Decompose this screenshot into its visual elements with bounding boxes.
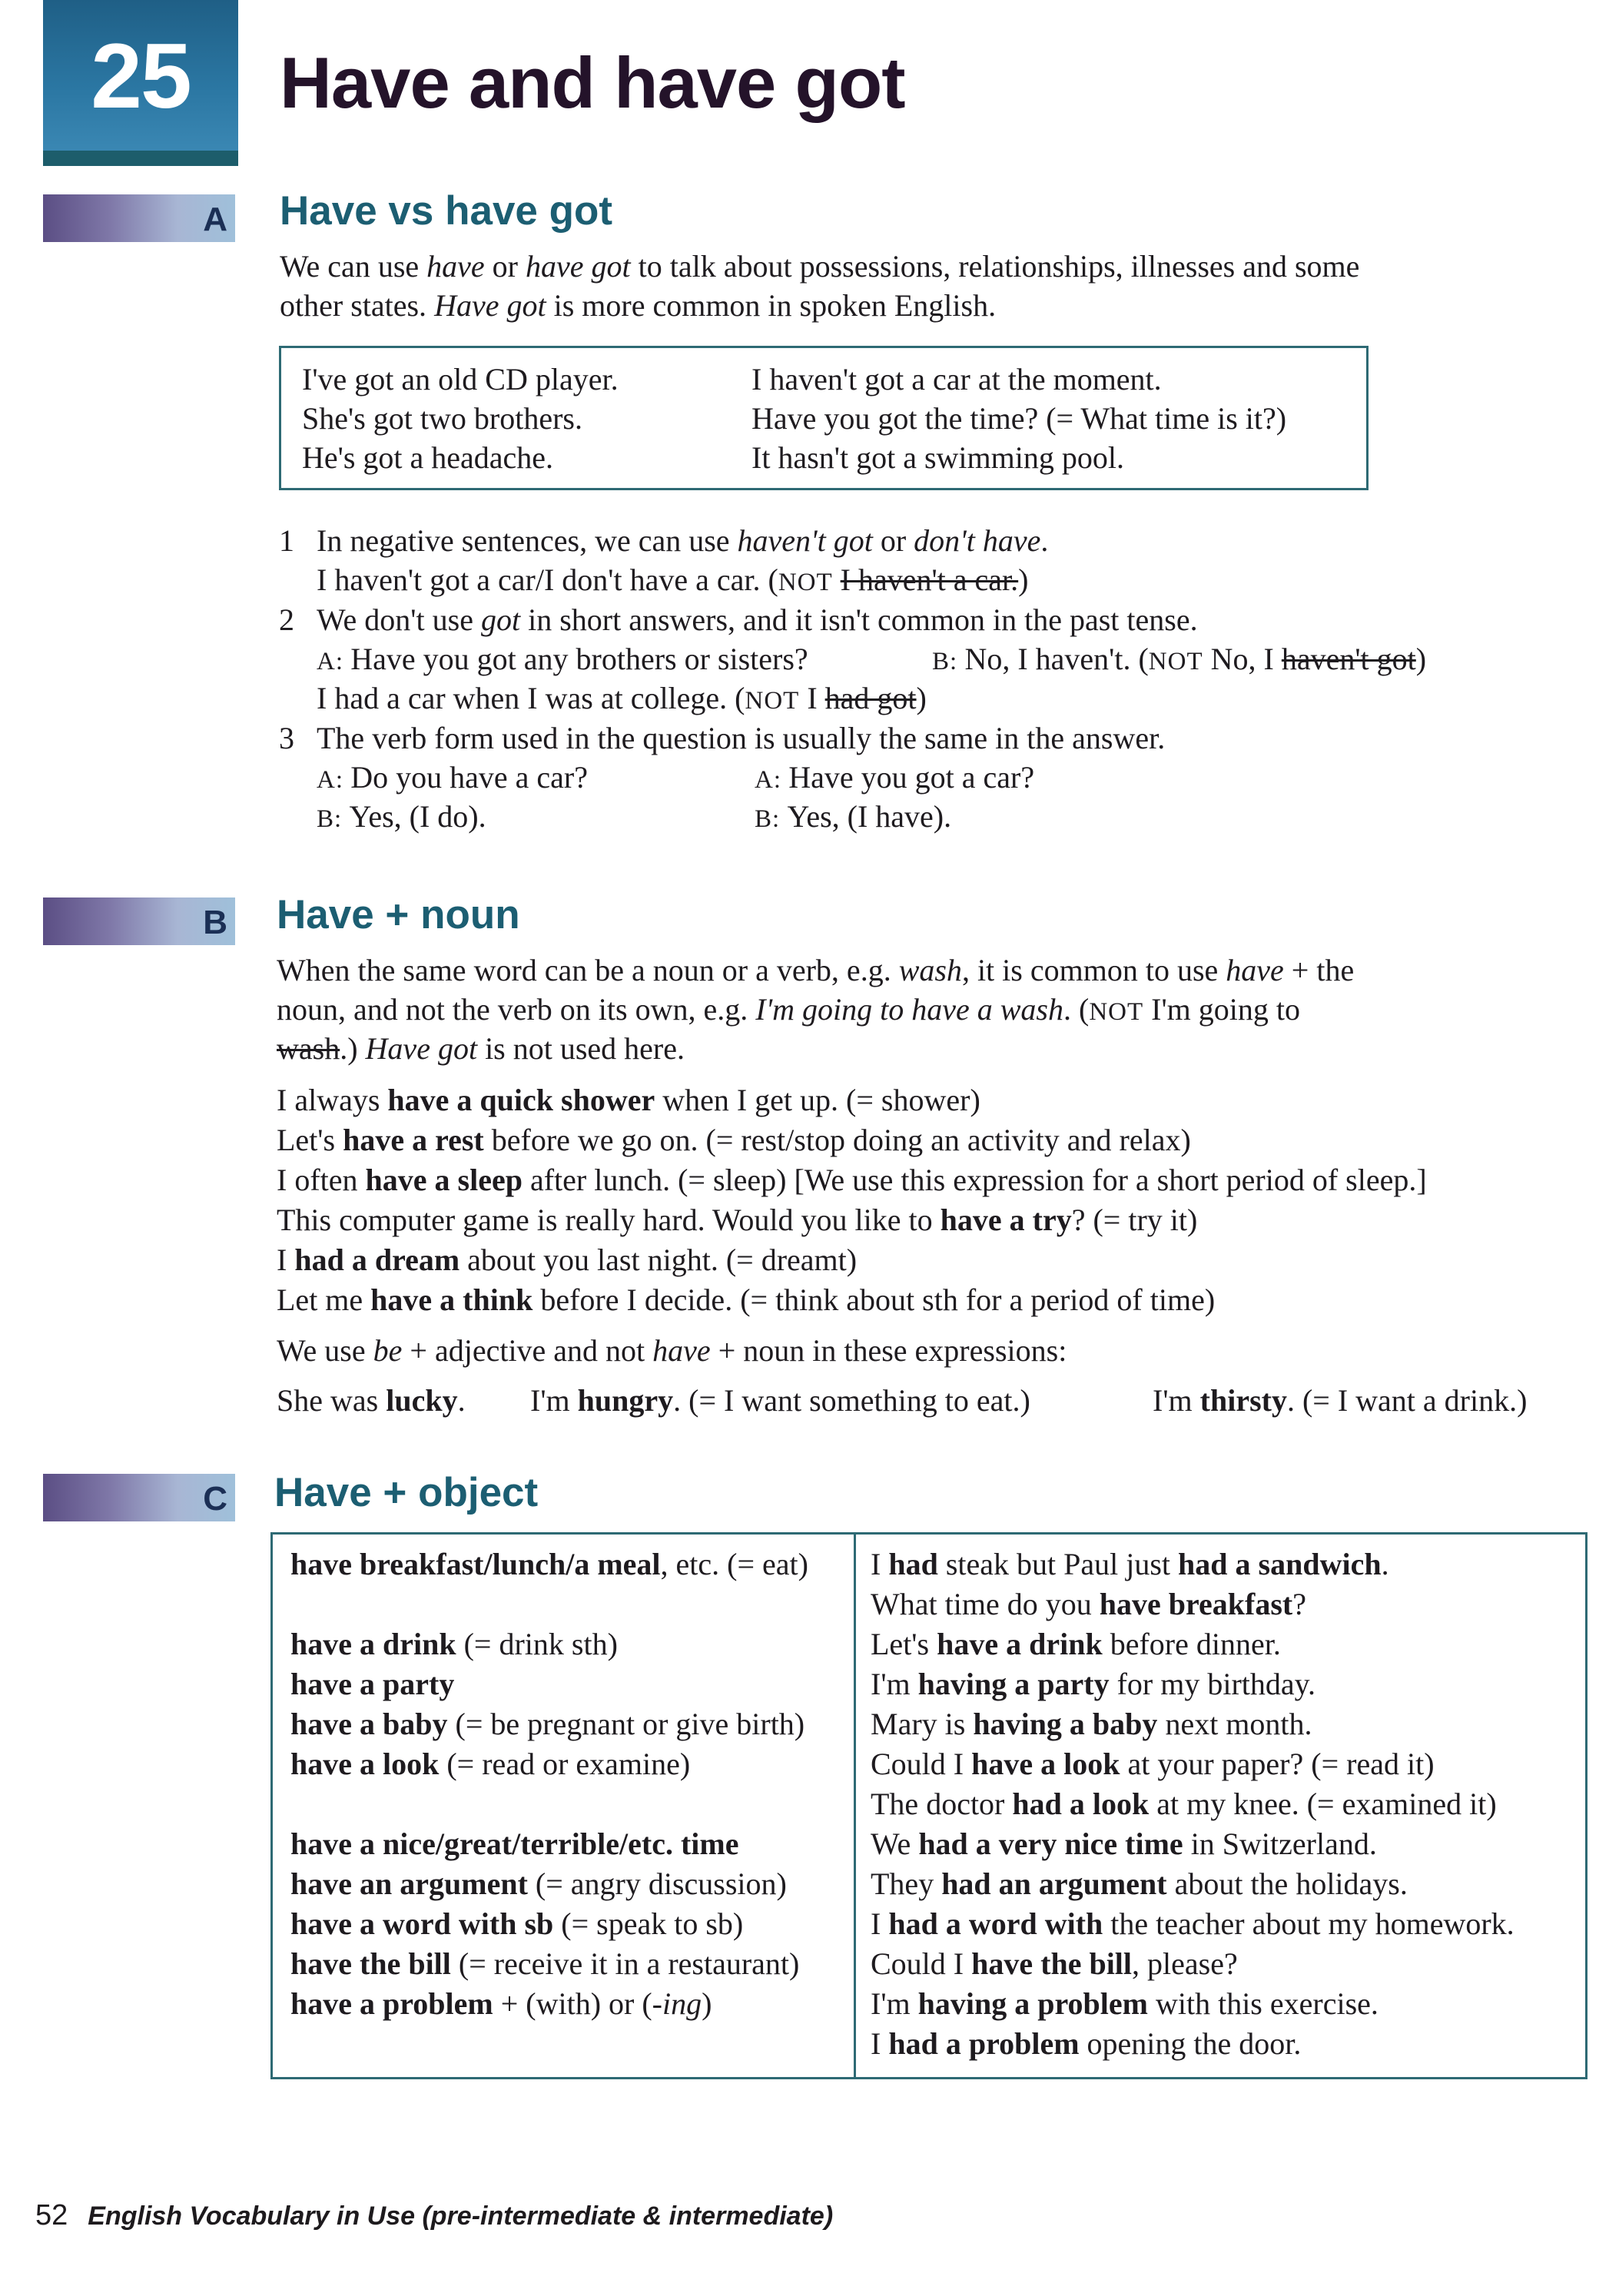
table-right-row-9: Could I have the bill, please? bbox=[871, 1946, 1238, 1981]
section-b-heading: Have + noun bbox=[277, 892, 520, 937]
section-a-tab bbox=[43, 194, 235, 242]
table-right-row-5: Could I have a look at your paper? (= read it) bbox=[871, 1747, 1435, 1781]
point-2-example: I had a car when I was at college. (NOT I had got) bbox=[317, 681, 927, 715]
section-a-intro-line-1: We can use have or have got to talk about possessions, relationships, illnesses and some bbox=[280, 249, 1360, 284]
section-b-intro-line-2: noun, and not the verb on its own, e.g. I'm going to have a wash. (NOT I'm going to bbox=[277, 992, 1301, 1027]
point-3-question-right: A: Have you got a car? bbox=[755, 760, 1035, 795]
section-c-table bbox=[270, 1532, 1587, 2079]
table-right-row-8: I had a word with the teacher about my homework. bbox=[871, 1906, 1514, 1941]
table-left-row-7: have an argument (= angry discussion) bbox=[290, 1866, 787, 1901]
section-a-example-box bbox=[279, 346, 1369, 490]
table-right-row-6: We had a very nice time in Switzerland. bbox=[871, 1827, 1377, 1861]
page-title: Have and have got bbox=[280, 42, 905, 123]
point-2-dialogue-a: A: Have you got any brothers or sisters? bbox=[317, 642, 808, 676]
table-right-row-3: I'm having a party for my birthday. bbox=[871, 1667, 1316, 1701]
table-left-row-3: have a party bbox=[290, 1667, 455, 1701]
point-2-text: We don't use got in short answers, and it isn't common in the past tense. bbox=[317, 602, 1198, 637]
page-footer bbox=[35, 2199, 833, 2232]
unit-number: 25 bbox=[91, 25, 191, 128]
box-a-right-3: It hasn't got a swimming pool. bbox=[751, 440, 1124, 475]
section-a-letter: A bbox=[203, 201, 227, 238]
point-number-3: 3 bbox=[279, 721, 294, 755]
table-right-row-1b: What time do you have breakfast? bbox=[871, 1587, 1306, 1621]
table-right-row-1: I had steak but Paul just had a sandwich. bbox=[871, 1547, 1389, 1581]
table-left-row-2: have a drink (= drink sth) bbox=[290, 1627, 618, 1661]
point-2-dialogue-b: B: No, I haven't. (NOT No, I haven't got) bbox=[932, 642, 1427, 676]
section-b-letter: B bbox=[203, 904, 227, 941]
table-right-row-10: I'm having a problem with this exercise. bbox=[871, 1986, 1378, 2021]
point-1-example: I haven't got a car/I don't have a car. (NOT I haven't a car.) bbox=[317, 562, 1029, 597]
page-number: 52 bbox=[35, 2199, 68, 2231]
table-right-row-7: They had an argument about the holidays. bbox=[871, 1866, 1408, 1901]
section-b-example-3: I often have a sleep after lunch. (= sleep) [We use this expression for a short period of sleep.] bbox=[277, 1163, 1427, 1197]
table-column-divider bbox=[854, 1535, 856, 2077]
point-3-text: The verb form used in the question is usually the same in the answer. bbox=[317, 721, 1166, 755]
section-b-example-1: I always have a quick shower when I get up. (= shower) bbox=[277, 1083, 980, 1117]
section-b-note: We use be + adjective and not have + noun in these expressions: bbox=[277, 1333, 1067, 1368]
box-a-left-2: She's got two brothers. bbox=[302, 401, 582, 436]
section-b-intro-line-1: When the same word can be a noun or a verb, e.g. wash, it is common to use have + the bbox=[277, 953, 1355, 987]
point-1-text: In negative sentences, we can use haven't got or don't have. bbox=[317, 523, 1049, 558]
section-b-adj-3: I'm thirsty. (= I want a drink.) bbox=[1153, 1383, 1528, 1418]
section-a-heading: Have vs have got bbox=[280, 188, 613, 234]
unit-badge-strip bbox=[43, 151, 238, 166]
table-right-row-2: Let's have a drink before dinner. bbox=[871, 1627, 1281, 1661]
box-a-right-2: Have you got the time? (= What time is it?) bbox=[751, 401, 1287, 436]
section-c-heading: Have + object bbox=[274, 1470, 539, 1515]
table-left-row-5: have a look (= read or examine) bbox=[290, 1747, 691, 1781]
section-b-intro-line-3: wash.) Have got is not used here. bbox=[277, 1031, 685, 1066]
section-b-example-2: Let's have a rest before we go on. (= rest/stop doing an activity and relax) bbox=[277, 1123, 1191, 1157]
table-left-row-9: have the bill (= receive it in a restaurant) bbox=[290, 1946, 800, 1981]
section-a-intro-line-2: other states. Have got is more common in spoken English. bbox=[280, 288, 997, 323]
box-a-right-1: I haven't got a car at the moment. bbox=[751, 362, 1162, 396]
section-c-letter: C bbox=[203, 1480, 227, 1518]
section-b-adj-1: She was lucky. bbox=[277, 1383, 466, 1418]
table-left-row-8: have a word with sb (= speak to sb) bbox=[290, 1906, 744, 1941]
point-3-answer-right: B: Yes, (I have). bbox=[755, 799, 952, 834]
section-b-adj-2: I'm hungry. (= I want something to eat.) bbox=[530, 1383, 1030, 1418]
point-3-answer-left: B: Yes, (I do). bbox=[317, 799, 486, 834]
section-b-example-5: I had a dream about you last night. (= dreamt) bbox=[277, 1243, 858, 1277]
section-c-tab bbox=[43, 1474, 235, 1521]
section-b-tab bbox=[43, 897, 235, 945]
table-right-row-5b: The doctor had a look at my knee. (= examined it) bbox=[871, 1787, 1497, 1821]
table-right-row-4: Mary is having a baby next month. bbox=[871, 1707, 1312, 1741]
section-b-example-6: Let me have a think before I decide. (= think about sth for a period of time) bbox=[277, 1282, 1216, 1317]
point-number-2: 2 bbox=[279, 602, 294, 637]
table-left-row-4: have a baby (= be pregnant or give birth) bbox=[290, 1707, 805, 1741]
box-a-left-3: He's got a headache. bbox=[302, 440, 554, 475]
point-3-question-left: A: Do you have a car? bbox=[317, 760, 588, 795]
table-right-row-10b: I had a problem opening the door. bbox=[871, 2026, 1302, 2061]
table-left-row-6: have a nice/great/terrible/etc. time bbox=[290, 1827, 739, 1861]
unit-number-badge bbox=[43, 0, 238, 161]
book-title: English Vocabulary in Use (pre-intermediate & intermediate) bbox=[88, 2201, 834, 2231]
table-left-row-10: have a problem + (with) or (-ing) bbox=[290, 1986, 712, 2021]
box-a-left-1: I've got an old CD player. bbox=[302, 362, 619, 396]
table-left-row-1: have breakfast/lunch/a meal, etc. (= eat) bbox=[290, 1547, 808, 1581]
section-b-example-4: This computer game is really hard. Would you like to have a try? (= try it) bbox=[277, 1203, 1198, 1237]
point-number-1: 1 bbox=[279, 523, 294, 558]
